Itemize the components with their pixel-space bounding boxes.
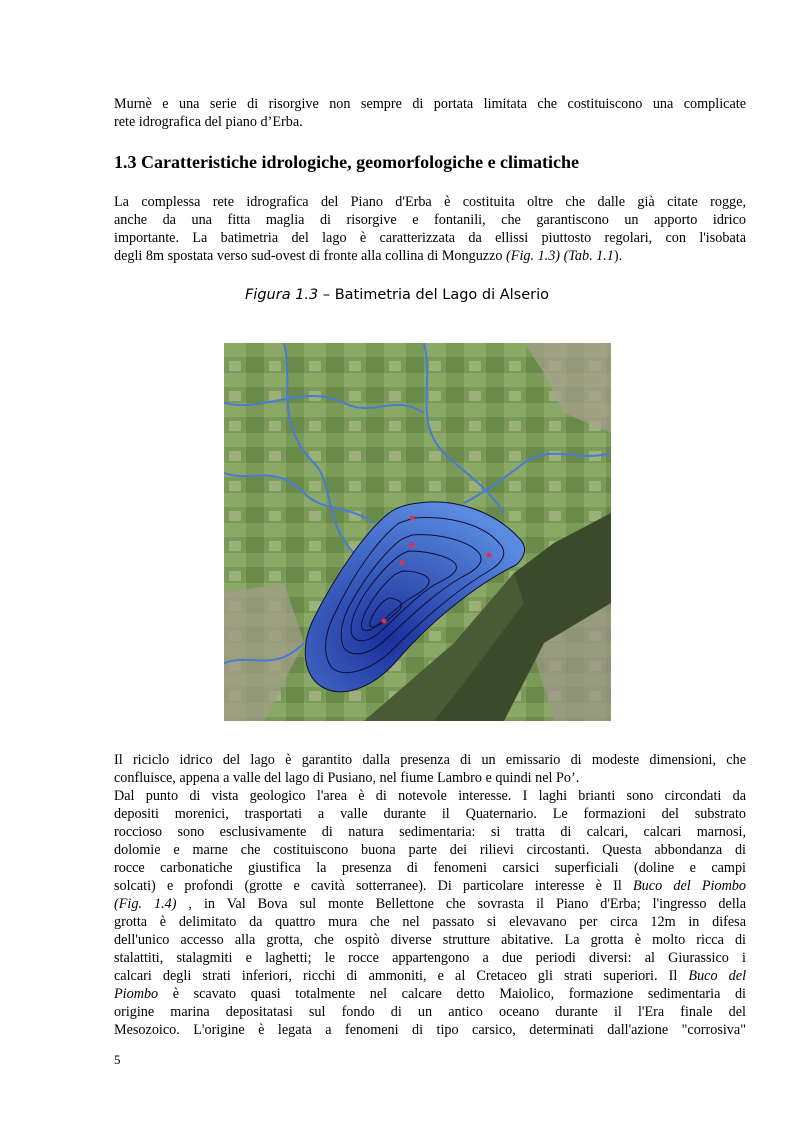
text-line: dolomie e marne che costituiscono buona parte dei rilievi circostanti. Questa abbondanza di — [114, 842, 746, 858]
text-line: Dal punto di vista geologico l'area è di notevole interesse. I laghi brianti sono circondati da — [114, 788, 746, 804]
text-line — [114, 895, 746, 913]
figure-reference: (Fig. 1.3) (Tab. 1.1 — [506, 248, 614, 264]
text-line — [114, 985, 746, 1003]
cave-name: Piombo — [114, 986, 159, 1002]
bathymetry-map-image — [224, 343, 611, 721]
text-line: grotta è delimitato da quattro mura che nel passato si elevavano per circa 12m in difesa — [114, 914, 746, 930]
text-line — [114, 877, 746, 895]
text-line — [114, 967, 746, 985]
paragraph-geology — [114, 751, 746, 1039]
text-line: depositi morenici, trasportati a valle durante il Quaternario. Le formazioni del substrato — [114, 806, 746, 822]
cave-name: Buco del Piombo — [633, 878, 746, 894]
paragraph-hydrography — [114, 193, 746, 265]
text-segment: degli 8m spostata verso sud-ovest di fronte alla collina di Monguzzo — [114, 248, 507, 264]
text-segment: , in Val Bova sul monte Bellettone che sovrasta il Piano d'Erba; l'ingresso della — [176, 896, 746, 912]
text-line: rocce carbonatiche giustifica la presenza di fenomeni carsici superficiali (doline e campi — [114, 860, 746, 876]
cave-name: Buco del — [688, 968, 747, 984]
text-line: anche da una fitta maglia di risorgive e fontanili, che garantiscono un apporto idrico — [114, 212, 746, 228]
text-line: importante. La batimetria del lago è caratterizzata da ellissi piuttosto regolari, con l'isobata — [114, 230, 746, 246]
text-line: La complessa rete idrografica del Piano d'Erba è costituita oltre che dalle già citate rogge, — [114, 194, 746, 210]
text-line: Murnè e una serie di risorgive non sempre di portata limitata che costituiscono una complicate — [114, 96, 746, 112]
text-segment: solcati) e profondi (grotte e cavità sotterranee). Di particolare interesse è Il — [114, 878, 634, 894]
text-line: Mesozoico. L'origine è legata a fenomeni di tipo carsico, determinati dall'azione "corrosiva" — [114, 1022, 746, 1038]
page-number: 5 — [114, 1052, 121, 1067]
caption-text: – Batimetria del Lago di Alserio — [318, 287, 550, 303]
text-segment: è scavato quasi totalmente nel calcare detto Maiolico, formazione sedimentaria di — [158, 986, 746, 1002]
text-segment: ). — [613, 248, 623, 264]
caption-label: Figura 1.3 — [244, 287, 319, 303]
text-line: Il riciclo idrico del lago è garantito dalla presenza di un emissario di modeste dimensioni, che — [114, 752, 746, 768]
figure-caption — [0, 285, 794, 305]
text-segment: calcari degli strati inferiori, ricchi di ammoniti, e al Cretaceo gli strati superiori. Il — [114, 968, 689, 984]
figure-reference: (Fig. 1.4) — [114, 896, 177, 912]
text-line: confluisce, appena a valle del lago di Pusiano, nel fiume Lambro e quindi nel Po’. — [114, 770, 580, 786]
text-line: stalattiti, stalagmiti e laghetti; le rocce appartengono a due periodi diversi: al Giurassico i — [114, 950, 746, 966]
text-line: origine marina depositatasi sul fondo di un antico oceano durante il l'Era finale del — [114, 1004, 746, 1020]
text-line: roccioso sono esclusivamente di natura sedimentaria: si tratta di calcari, calcari marnosi, — [114, 824, 746, 840]
text-line: rete idrografica del piano d’Erba. — [114, 114, 303, 130]
text-line — [114, 247, 746, 265]
intro-paragraph — [114, 95, 746, 131]
text-line: dell'unico accesso alla grotta, che ospitò diverse strutture abitative. La grotta è molto ricca di — [114, 932, 746, 948]
section-heading: 1.3 Caratteristiche idrologiche, geomorfologiche e climatiche — [114, 152, 580, 172]
